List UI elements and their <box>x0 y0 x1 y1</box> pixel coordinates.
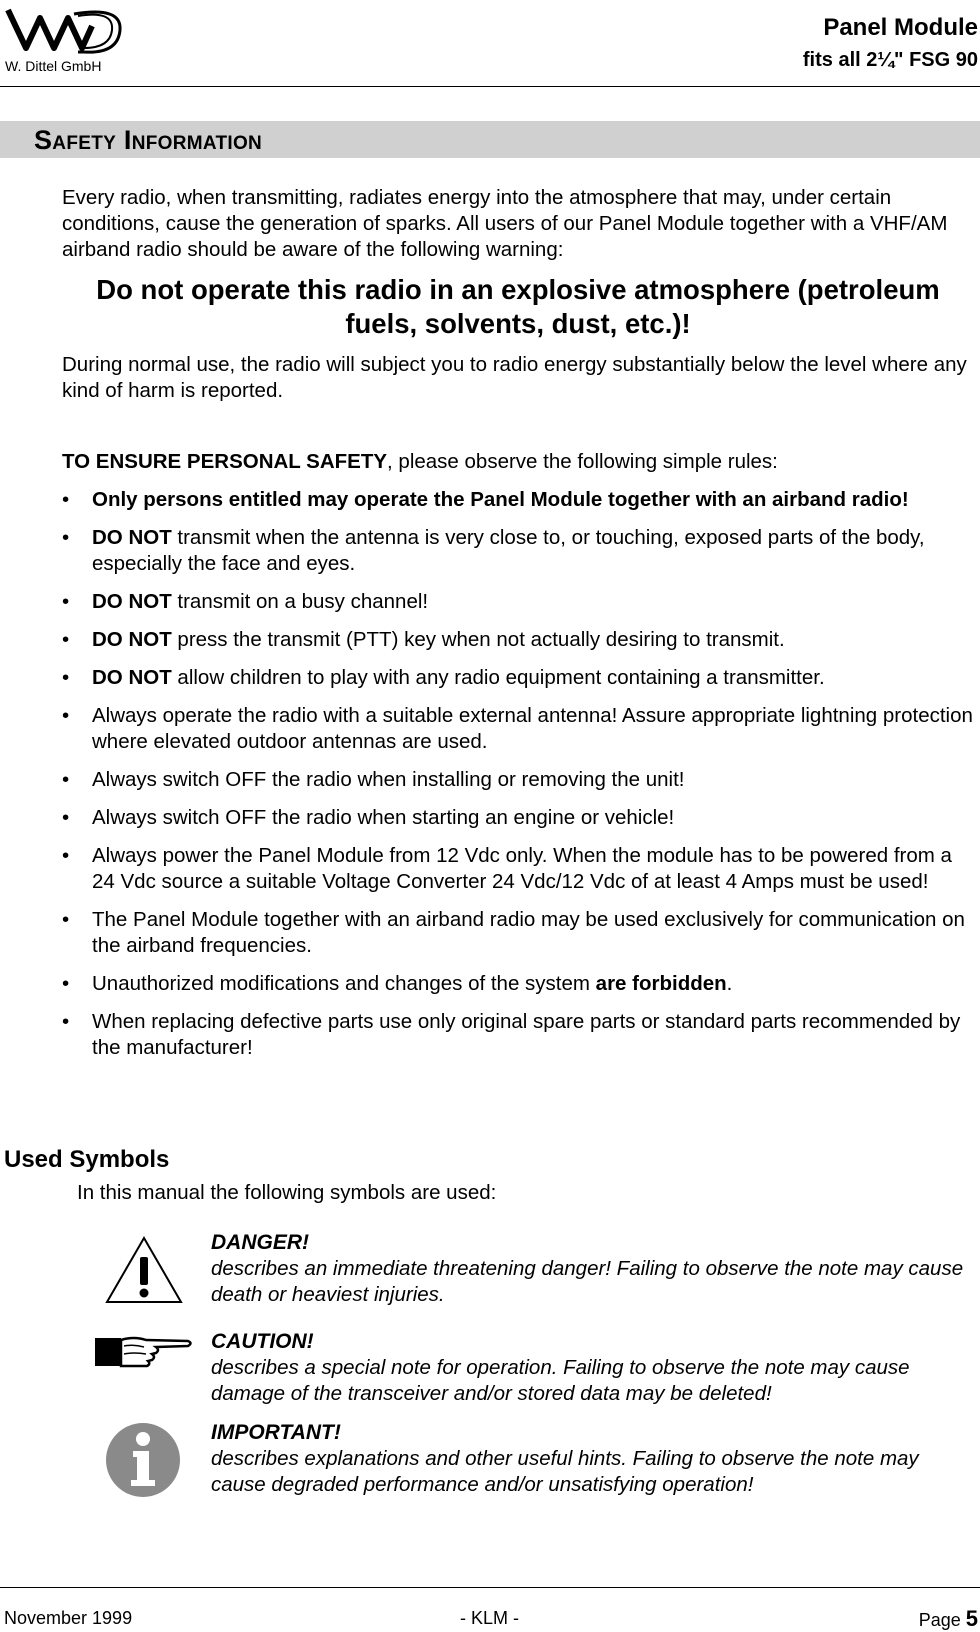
safety-rules-heading <box>62 449 974 475</box>
info-icon <box>105 1422 181 1498</box>
caution-title: CAUTION! <box>211 1330 314 1353</box>
caution-description: describes a special note for operation. Failing to observe the note may cause damage of the transceiver and/or stored data may be deleted! <box>211 1356 910 1405</box>
danger-symbol-note <box>211 1230 971 1308</box>
used-symbols-intro: In this manual the following symbols are used: <box>77 1181 497 1204</box>
list-item: • Always switch OFF the radio when installing or removing the unit! <box>62 767 977 793</box>
list-item: • When replacing defective parts use only original spare parts or standard parts recommended by the manufacturer! <box>62 1009 977 1061</box>
normal-use-paragraph: During normal use, the radio will subject you to radio energy substantially below the level where any kind of harm is reported. <box>62 353 967 402</box>
footer-center-label: - KLM - <box>460 1608 520 1628</box>
page-number <box>919 1606 978 1632</box>
company-name: W. Dittel GmbH <box>5 58 102 74</box>
page-label: Page <box>918 1610 966 1630</box>
used-symbols-heading: Used Symbols <box>4 1146 170 1173</box>
list-item: • Always power the Panel Module from 12 Vdc only. When the module has to be powered from a 24 Vdc source a suitable Voltage Converter 24 Vdc/12 Vdc of at least 4 Amps must be used! <box>62 843 977 895</box>
list-item: • DO NOT transmit when the antenna is very close to, or touching, exposed parts of the body, especially the face and eyes. <box>62 525 977 577</box>
danger-title: DANGER! <box>211 1231 309 1254</box>
safety-heading-bold: TO ENSURE PERSONAL SAFETY <box>62 450 388 473</box>
safety-rules-list <box>62 487 977 1073</box>
list-item: • Unauthorized modifications and changes of the system are forbidden. <box>62 971 977 997</box>
list-item: • DO NOT transmit on a busy channel! <box>62 589 977 615</box>
safety-heading-rest: , please observe the following simple rules: <box>387 450 778 473</box>
document-title: Panel Module <box>823 14 978 41</box>
explosive-atmosphere-warning: Do not operate this radio in an explosive atmosphere (petroleum fuels, solvents, dust, etc.)! <box>96 274 940 339</box>
company-logo-icon <box>4 2 124 56</box>
section-title: Safety Information <box>34 125 263 155</box>
important-symbol-note <box>211 1420 971 1498</box>
list-item: • Only persons entitled may operate the Panel Module together with an airband radio! <box>62 487 977 513</box>
important-title: IMPORTANT! <box>211 1421 341 1444</box>
list-item: • DO NOT press the transmit (PTT) key when not actually desiring to transmit. <box>62 627 977 653</box>
danger-description: describes an immediate threatening danger! Failing to observe the note may cause death or heaviest injuries. <box>211 1257 964 1306</box>
page-number-value: 5 <box>965 1606 978 1631</box>
list-item: • The Panel Module together with an airband radio may be used exclusively for communication on the airband frequencies. <box>62 907 977 959</box>
page-header <box>0 0 980 87</box>
intro-paragraph: Every radio, when transmitting, radiates energy into the atmosphere that may, under certain conditions, cause the generation of sparks. All users of our Panel Module together with a VHF/AM airband radio should be aware of the following warning: <box>62 186 948 261</box>
list-item: • DO NOT allow children to play with any radio equipment containing a transmitter. <box>62 665 977 691</box>
pointing-hand-icon <box>94 1332 194 1370</box>
document-subtitle: fits all 2¼" FSG 90 <box>802 49 978 71</box>
warning-triangle-icon <box>104 1235 184 1305</box>
footer-divider <box>0 1587 980 1588</box>
caution-symbol-note <box>211 1329 971 1407</box>
important-description: describes explanations and other useful hints. Failing to observe the note may cause degraded performance and/or unsatisfying operation! <box>211 1447 919 1496</box>
list-item: • Always switch OFF the radio when starting an engine or vehicle! <box>62 805 977 831</box>
list-item: • Always operate the radio with a suitable external antenna! Assure appropriate lightning protection where elevated outdoor antennas are used. <box>62 703 977 755</box>
footer-date: November 1999 <box>4 1608 133 1628</box>
